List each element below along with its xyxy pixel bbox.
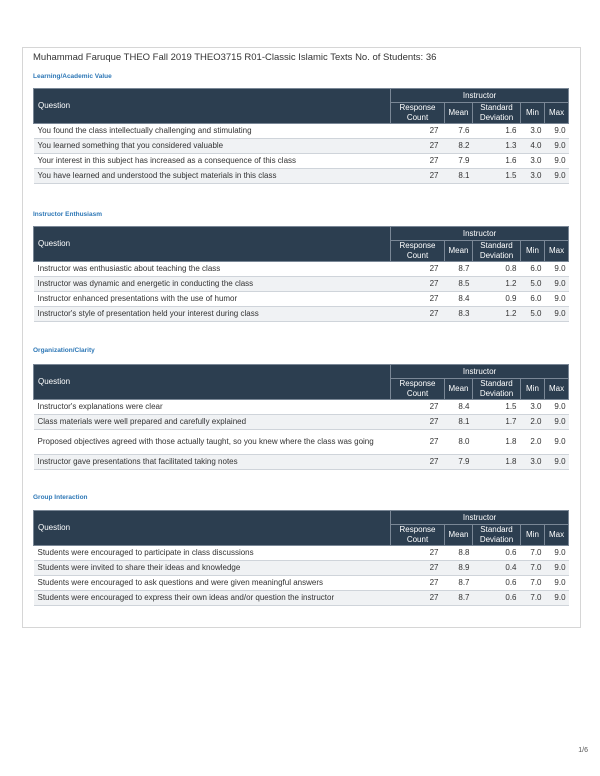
sd-cell: 1.2: [473, 277, 521, 292]
table-group-interaction: [33, 510, 569, 606]
mean-cell: 8.9: [445, 561, 473, 576]
sd-cell: 1.6: [473, 124, 521, 139]
header-std-dev: Standard Deviation: [473, 525, 521, 546]
sd-cell: 1.8: [473, 430, 521, 455]
min-cell: 7.0: [521, 546, 545, 561]
header-instructor: Instructor: [391, 511, 569, 525]
question-cell: Proposed objectives agreed with those actually taught, so you knew where the class was going: [34, 430, 391, 455]
min-cell: 4.0: [521, 139, 545, 154]
min-cell: 3.0: [521, 124, 545, 139]
header-mean: Mean: [445, 525, 473, 546]
mean-cell: 8.4: [445, 400, 473, 415]
count-cell: 27: [391, 400, 445, 415]
table-learning: [33, 88, 569, 184]
header-mean: Mean: [445, 103, 473, 124]
max-cell: 9.0: [545, 139, 569, 154]
header-question: Question: [34, 511, 391, 546]
question-cell: You found the class intellectually challenging and stimulating: [34, 124, 391, 139]
mean-cell: 8.7: [445, 591, 473, 606]
question-cell: Instructor enhanced presentations with the use of humor: [34, 292, 391, 307]
header-response-count: Response Count: [391, 379, 445, 400]
sd-cell: 1.2: [473, 307, 521, 322]
sd-cell: 0.6: [473, 591, 521, 606]
sd-cell: 1.6: [473, 154, 521, 169]
min-cell: 6.0: [521, 292, 545, 307]
table-row: [34, 576, 569, 591]
count-cell: 27: [391, 124, 445, 139]
mean-cell: 7.6: [445, 124, 473, 139]
table-enthusiasm: [33, 226, 569, 322]
count-cell: 27: [391, 546, 445, 561]
table-row: [34, 591, 569, 606]
mean-cell: 8.2: [445, 139, 473, 154]
header-question: Question: [34, 365, 391, 400]
sd-cell: 1.5: [473, 400, 521, 415]
count-cell: 27: [391, 277, 445, 292]
question-cell: Students were invited to share their ideas and knowledge: [34, 561, 391, 576]
sd-cell: 1.3: [473, 139, 521, 154]
header-max: Max: [545, 379, 569, 400]
count-cell: 27: [391, 154, 445, 169]
table-organization: [33, 364, 569, 470]
header-min: Min: [521, 241, 545, 262]
table-row: [34, 124, 569, 139]
question-cell: Instructor was enthusiastic about teaching the class: [34, 262, 391, 277]
table-row: [34, 139, 569, 154]
min-cell: 3.0: [521, 400, 545, 415]
header-min: Min: [521, 525, 545, 546]
header-std-dev: Standard Deviation: [473, 379, 521, 400]
header-instructor: Instructor: [391, 227, 569, 241]
table-row: [34, 292, 569, 307]
header-response-count: Response Count: [391, 241, 445, 262]
mean-cell: 8.7: [445, 262, 473, 277]
table-row: [34, 400, 569, 415]
count-cell: 27: [391, 576, 445, 591]
table-row: [34, 262, 569, 277]
min-cell: 5.0: [521, 307, 545, 322]
count-cell: 27: [391, 262, 445, 277]
mean-cell: 8.1: [445, 169, 473, 184]
count-cell: 27: [391, 591, 445, 606]
mean-cell: 8.8: [445, 546, 473, 561]
max-cell: 9.0: [545, 561, 569, 576]
question-cell: Instructor was dynamic and energetic in conducting the class: [34, 277, 391, 292]
sd-cell: 0.6: [473, 546, 521, 561]
count-cell: 27: [391, 561, 445, 576]
sd-cell: 1.5: [473, 169, 521, 184]
count-cell: 27: [391, 139, 445, 154]
mean-cell: 8.5: [445, 277, 473, 292]
header-std-dev: Standard Deviation: [473, 103, 521, 124]
max-cell: 9.0: [545, 400, 569, 415]
min-cell: 2.0: [521, 430, 545, 455]
header-response-count: Response Count: [391, 103, 445, 124]
count-cell: 27: [391, 292, 445, 307]
question-cell: You have learned and understood the subject materials in this class: [34, 169, 391, 184]
header-std-dev: Standard Deviation: [473, 241, 521, 262]
header-min: Min: [521, 103, 545, 124]
question-cell: Students were encouraged to participate in class discussions: [34, 546, 391, 561]
count-cell: 27: [391, 307, 445, 322]
max-cell: 9.0: [545, 292, 569, 307]
table-row: [34, 169, 569, 184]
max-cell: 9.0: [545, 307, 569, 322]
min-cell: 6.0: [521, 262, 545, 277]
max-cell: 9.0: [545, 154, 569, 169]
report-title: Muhammad Faruque THEO Fall 2019 THEO3715 R01-Classic Islamic Texts No. of Students: 36: [33, 52, 437, 63]
max-cell: 9.0: [545, 430, 569, 455]
max-cell: 9.0: [545, 124, 569, 139]
header-mean: Mean: [445, 379, 473, 400]
sd-cell: 0.4: [473, 561, 521, 576]
min-cell: 3.0: [521, 154, 545, 169]
table-row: [34, 154, 569, 169]
sd-cell: 1.7: [473, 415, 521, 430]
table-row: [34, 415, 569, 430]
count-cell: 27: [391, 169, 445, 184]
header-max: Max: [545, 103, 569, 124]
sd-cell: 0.9: [473, 292, 521, 307]
max-cell: 9.0: [545, 415, 569, 430]
section-title-enthusiasm: Instructor Enthusiasm: [33, 211, 102, 218]
table-row: [34, 546, 569, 561]
header-mean: Mean: [445, 241, 473, 262]
min-cell: 7.0: [521, 561, 545, 576]
table-row: [34, 430, 569, 455]
max-cell: 9.0: [545, 546, 569, 561]
mean-cell: 7.9: [445, 455, 473, 470]
header-max: Max: [545, 241, 569, 262]
table-row: [34, 455, 569, 470]
sd-cell: 0.8: [473, 262, 521, 277]
count-cell: 27: [391, 455, 445, 470]
table-row: [34, 307, 569, 322]
section-title-group-interaction: Group Interaction: [33, 494, 88, 501]
mean-cell: 8.3: [445, 307, 473, 322]
min-cell: 7.0: [521, 576, 545, 591]
max-cell: 9.0: [545, 277, 569, 292]
min-cell: 3.0: [521, 169, 545, 184]
sd-cell: 0.6: [473, 576, 521, 591]
question-cell: Students were encouraged to express their own ideas and/or question the instructor: [34, 591, 391, 606]
question-cell: Instructor's style of presentation held your interest during class: [34, 307, 391, 322]
max-cell: 9.0: [545, 169, 569, 184]
table-row: [34, 561, 569, 576]
question-cell: Students were encouraged to ask questions and were given meaningful answers: [34, 576, 391, 591]
mean-cell: 7.9: [445, 154, 473, 169]
sd-cell: 1.8: [473, 455, 521, 470]
table-row: [34, 277, 569, 292]
section-title-organization: Organization/Clarity: [33, 347, 95, 354]
mean-cell: 8.7: [445, 576, 473, 591]
max-cell: 9.0: [545, 591, 569, 606]
question-cell: Instructor's explanations were clear: [34, 400, 391, 415]
max-cell: 9.0: [545, 576, 569, 591]
question-cell: Your interest in this subject has increased as a consequence of this class: [34, 154, 391, 169]
page-number: 1/6: [578, 747, 588, 754]
mean-cell: 8.0: [445, 430, 473, 455]
section-title-learning: Learning/Academic Value: [33, 73, 112, 80]
min-cell: 7.0: [521, 591, 545, 606]
header-response-count: Response Count: [391, 525, 445, 546]
question-cell: Instructor gave presentations that facilitated taking notes: [34, 455, 391, 470]
header-instructor: Instructor: [391, 89, 569, 103]
mean-cell: 8.4: [445, 292, 473, 307]
header-question: Question: [34, 227, 391, 262]
count-cell: 27: [391, 415, 445, 430]
min-cell: 3.0: [521, 455, 545, 470]
min-cell: 2.0: [521, 415, 545, 430]
max-cell: 9.0: [545, 262, 569, 277]
mean-cell: 8.1: [445, 415, 473, 430]
count-cell: 27: [391, 430, 445, 455]
max-cell: 9.0: [545, 455, 569, 470]
header-question: Question: [34, 89, 391, 124]
question-cell: You learned something that you considered valuable: [34, 139, 391, 154]
header-instructor: Instructor: [391, 365, 569, 379]
header-max: Max: [545, 525, 569, 546]
min-cell: 5.0: [521, 277, 545, 292]
header-min: Min: [521, 379, 545, 400]
question-cell: Class materials were well prepared and carefully explained: [34, 415, 391, 430]
